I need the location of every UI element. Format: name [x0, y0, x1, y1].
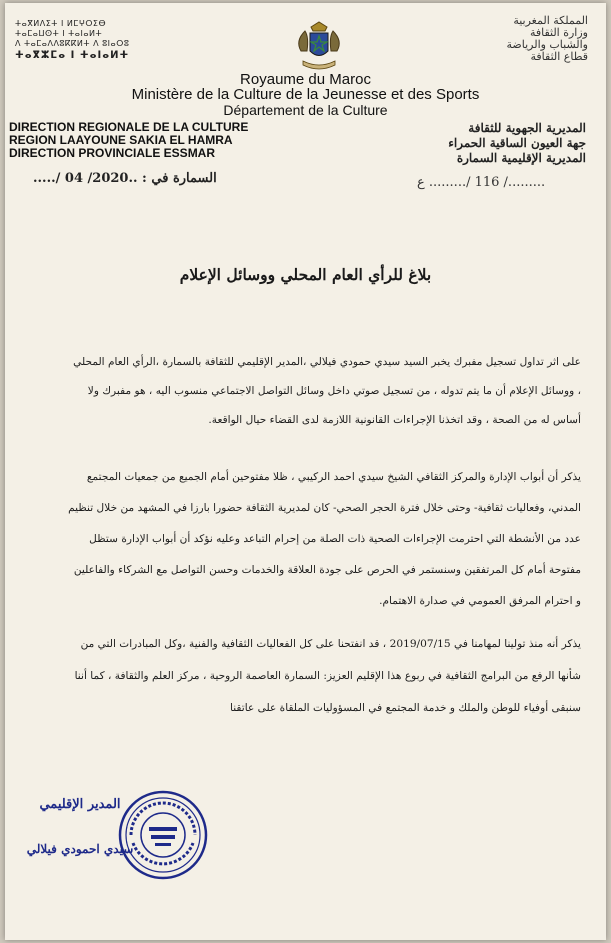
arabic-letterhead-line: وزارة الثقافة: [529, 26, 588, 39]
paragraph-1: [41, 348, 581, 435]
document-subject: بلاغ للرأي العام المحلي ووسائل الإعلام: [179, 265, 432, 284]
arabic-letterhead-line: المملكة المغربية: [513, 14, 588, 27]
paragraph-2: [41, 462, 581, 617]
arabic-letterhead-line: والشباب والرياضة: [506, 38, 588, 51]
tifinagh-line: ⵜⴰⴳⵍⴷⵉⵜ ⵏ ⵍⵎⵖⵔⵉⴱ: [15, 19, 107, 28]
text-line: على اثر تداول تسجيل مفبرك يخبر السيد سيدي حمودي فيلالي ،المدير الإقليمي للثقافة بالسمارة ،الرأي العام المحلي: [73, 356, 581, 368]
department-title: Département de la Culture: [223, 102, 388, 118]
text-line: ، ووسائل الإعلام أن ما يتم تدوله ، من تسجيل صوتي داخل وسائل التواصل الاجتماعي منسوب اليه ، هو مفبرك ولا: [87, 385, 581, 397]
signatory-name: سيدي احمودي فيلالي: [26, 842, 134, 856]
kingdom-title: Royaume du Maroc: [240, 71, 371, 88]
direction-line: DIRECTION PROVINCIALE ESSMAR: [9, 146, 216, 160]
paragraph-3: [41, 628, 581, 724]
tifinagh-line: ⴷ ⵜⴰⵎⴰⴷⴷⵓⴽⴽⵍⵜ ⴷ ⵓⵏⴰⵔⵓ: [15, 39, 130, 48]
text-line: عدد من الأنشطة التي احترمت الإجراءات الصحية ذات الصلة من إحرام التباعد وعليه نؤكد أن أبواب الإدارة ستظل: [89, 533, 581, 545]
direction-line: DIRECTION REGIONALE DE LA CULTURE: [9, 120, 249, 134]
text-line: المدني، وفعاليات ثقافية- وحتى خلال فترة الحجر الصحي- كان لمديرية الثقافة حضورا بارزا في المشهد من خلال تنظيم: [68, 502, 581, 514]
date-line: السمارة في : ..2020/ 04 /.....: [33, 171, 217, 186]
text-line: شأنها الرفع من البرامج الثقافية في ربوع هذا الإقليم العزيز: السمارة العاصمة الروحية ، مركز العلم والثقافة ، كما أننا: [74, 670, 581, 682]
direction-line: المديرية الجهوية للثقافة: [468, 121, 586, 135]
document-page: [5, 3, 606, 940]
reference-number: ........./ 116 /......... ع: [417, 175, 546, 190]
text-line: أساس له من الصحة ، وقد اتخذنا الإجراءات القانونية اللازمة لدى القضاء حيال الواقعة.: [208, 414, 581, 426]
direction-line: جهة العيون الساقية الحمراء: [448, 136, 586, 150]
text-line: مفتوحة أمام كل المرتفقين وسنستمر في الحرص على جودة العلاقة والخدمات وحسن التواصل مع الشركاء والفاعلين: [73, 564, 581, 576]
french-direction-block: [9, 121, 248, 160]
official-stamp-icon: [117, 789, 209, 881]
text-line: يذكر أنه منذ تولينا لمهامنا في 2019/07/15 ، قد انفتحنا على كل الفعاليات الثقافية والفنية ،وكل المبادرات التي من: [80, 638, 581, 650]
text-line: يذكر أن أبواب الإدارة والمركز الثقافي الشيخ سيدي احمد الركيبي ، ظلا مفتوحين أمام الجميع من جمعيات المجتمع: [86, 471, 581, 483]
tifinagh-line: ⵜⴰⵎⴰⵡⵙⵜ ⵏ ⵜⴰⵏⴰⵍⵜ: [15, 29, 103, 38]
coat-of-arms-icon: [291, 21, 347, 73]
direction-line: REGION LAAYOUNE SAKIA EL HAMRA: [9, 133, 233, 147]
arabic-direction-block: [416, 121, 586, 166]
arabic-letterhead-top: [468, 15, 588, 63]
signatory-title: المدير الإقليمي: [39, 797, 121, 812]
direction-line: المديرية الإقليمية السمارة: [456, 151, 586, 165]
text-line: سنبقى أوفياء للوطن والملك و خدمة المجتمع في المسؤوليات الملقاة على عاتقنا: [230, 702, 581, 714]
arabic-letterhead-line: قطاع الثقافة: [530, 50, 588, 63]
ministry-title: Ministère de la Culture de la Jeunesse et des Sports: [131, 86, 480, 103]
tifinagh-line: ⵜⴰⴳⵣⵎⴰ ⵏ ⵜⴰⵏⴰⵍⵜ: [15, 50, 130, 61]
text-line: و احترام المرفق العمومي في صدارة الاهتمام.: [379, 595, 581, 607]
tifinagh-header: [15, 19, 129, 63]
